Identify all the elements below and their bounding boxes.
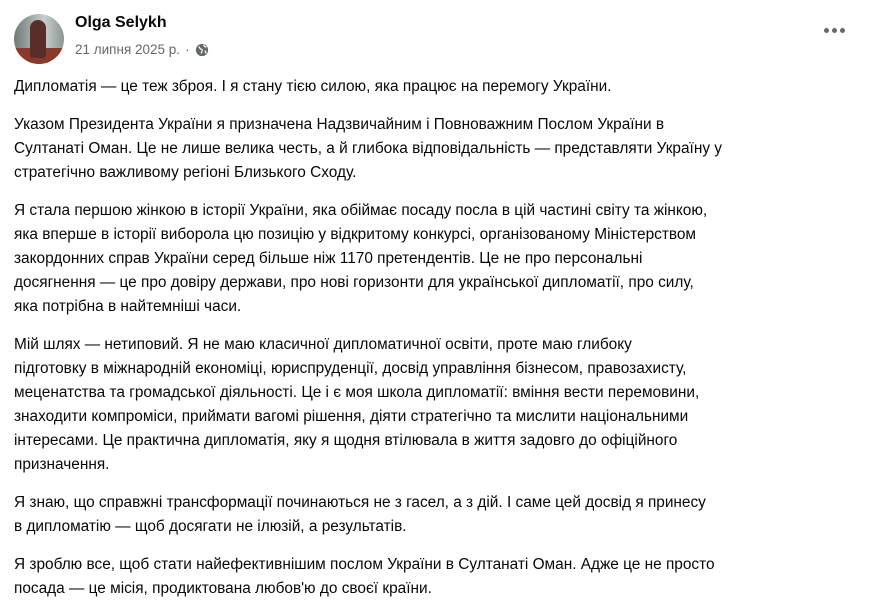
post-line: підготовку в міжнародній економіці, юриспруденції, досвід управління бізнесом, правозахисту, [14, 360, 687, 377]
post-line: меценатства та громадської діяльності. Це і є моя школа дипломатії: вміння вести перемовини, [14, 384, 700, 401]
post-line: яка потрібна в найтемніші часи. [14, 298, 242, 315]
post-line: досягнення — це про довіру держави, про нові горизонти для української дипломатії, про силу, [14, 274, 694, 291]
post-paragraph [14, 75, 722, 99]
post-paragraph [14, 199, 722, 319]
post-line: знаходити компроміси, приймати вагомі рішення, діяти стратегічно та мислити національними [14, 408, 689, 425]
post-line: посада — це місія, продиктована любов'ю до своєї країни. [14, 580, 432, 597]
post-line: Я знаю, що справжні трансформації починаються не з гасел, а з дій. І саме цей досвід я принесу [14, 494, 706, 511]
post-line: стратегічно важливому регіоні Близького Сходу. [14, 164, 357, 181]
post-line: яка вперше в історії виборола цю позицію у відкритому конкурсі, організованому Міністерством [14, 226, 697, 243]
meta-separator: · [185, 42, 190, 57]
post-meta [75, 42, 209, 57]
globe-icon[interactable] [195, 43, 209, 57]
more-options-button[interactable] [824, 28, 845, 33]
post-paragraph [14, 491, 722, 539]
post-date[interactable]: 21 липня 2025 р. [75, 42, 181, 57]
post-line: призначення. [14, 456, 110, 473]
post-line: Указом Президента України я призначена Надзвичайним і Повноважним Послом України в [14, 116, 665, 133]
dot [840, 28, 845, 33]
post-line: в дипломатію — щоб досягати не ілюзій, а результатів. [14, 518, 407, 535]
post-paragraph [14, 553, 722, 601]
post-paragraph [14, 333, 722, 477]
dot [832, 28, 837, 33]
post-line: Я зроблю все, щоб стати найефективнішим послом України в Султанаті Оман. Адже це не просто [14, 556, 715, 573]
post-paragraph [14, 113, 722, 185]
post-line: Я стала першою жінкою в історії України, яка обіймає посаду посла в цій частині світу та жінкою, [14, 202, 708, 219]
more-horizontal-icon [824, 28, 829, 33]
post-line: Мій шлях — нетиповий. Я не маю класичної дипломатичної освіти, проте маю глибоку [14, 336, 632, 353]
author-name[interactable]: Olga Selykh [75, 14, 167, 31]
post-line: закордонних справ України серед більше ніж 1170 претендентів. Це не про персональні [14, 250, 643, 267]
avatar-figure [30, 20, 46, 58]
post-line: Дипломатія — це теж зброя. І я стану тією силою, яка працює на перемогу України. [14, 78, 612, 95]
post-line: Султанаті Оман. Це не лише велика честь, а й глибока відповідальність — представляти Україну у [14, 140, 722, 157]
post-line: інтересами. Це практична дипломатія, яку я щодня втілювала в життя задовго до офіційного [14, 432, 678, 449]
avatar[interactable] [14, 14, 64, 64]
post-body [14, 75, 722, 615]
